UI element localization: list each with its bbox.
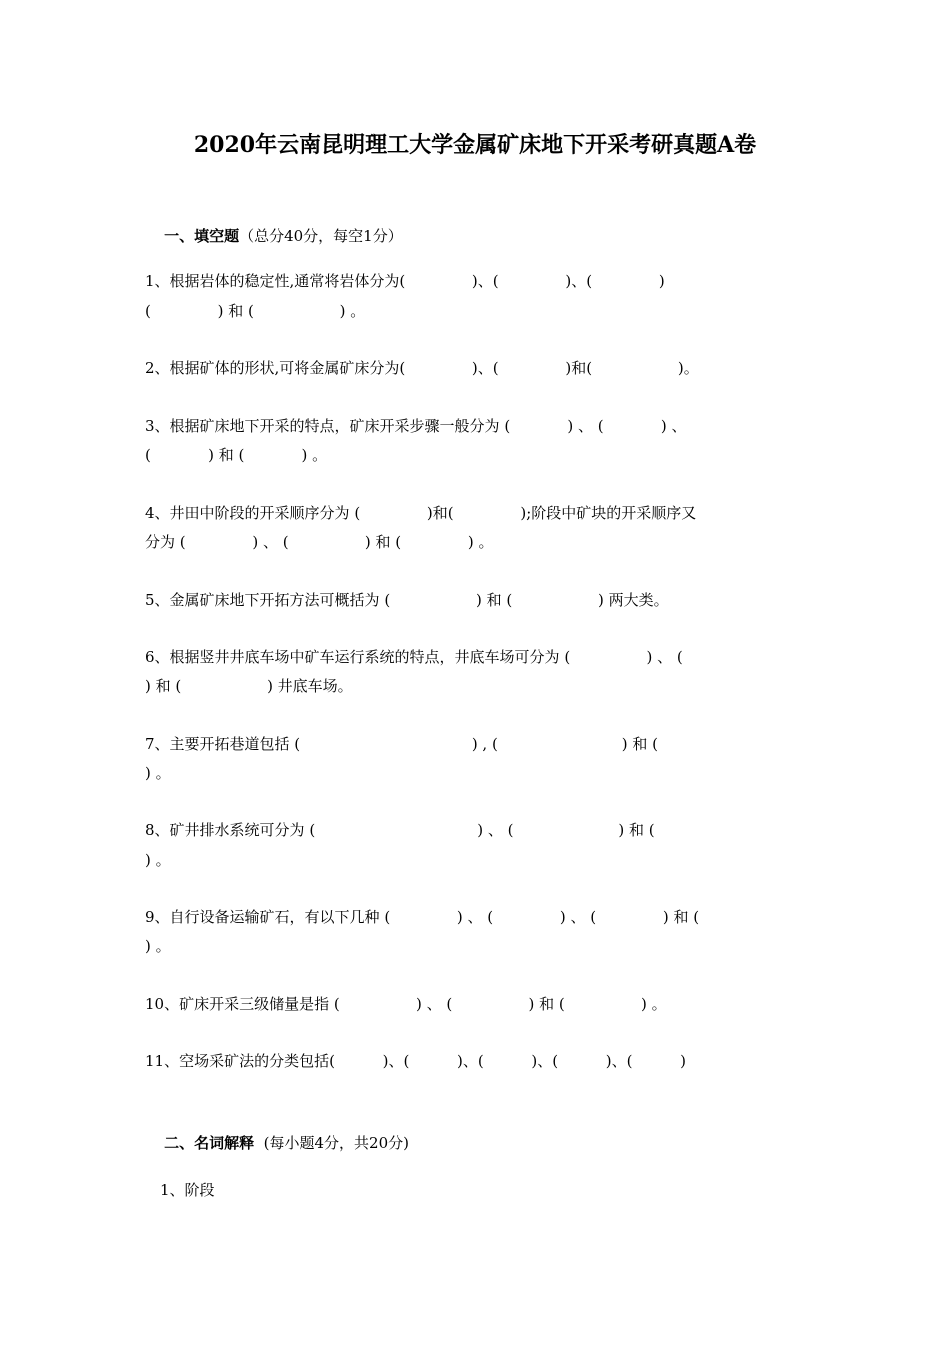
section-heading-label: 一、填空题 <box>164 227 240 245</box>
question-6-line-2: ) 和 ( ) 井底车场。 <box>145 677 353 695</box>
term-1: 1、阶段 <box>160 1181 215 1199</box>
question-4-line-2: 分为 ( ) 、 ( ) 和 ( ) 。 <box>145 533 494 551</box>
question-7-line-1: 7、主要开拓巷道包括 ( ) , ( ) 和 ( <box>145 735 659 753</box>
question-2-line-1: 2、根据矿体的形状,可将金属矿床分为( )、( )和( )。 <box>145 359 699 377</box>
question-10-line-1: 10、矿床开采三级储量是指 ( ) 、 ( ) 和 ( ) 。 <box>145 995 667 1013</box>
section-heading-label: 二、名词解释 <box>164 1134 255 1152</box>
question-3-line-1: 3、根据矿床地下开采的特点，矿床开采步骤一般分为 ( ) 、 ( ) 、 <box>145 417 687 435</box>
question-11-line-1: 11、空场采矿法的分类包括( )、( )、( )、( )、( ) <box>145 1052 687 1070</box>
question-5-line-1: 5、金属矿床地下开拓方法可概括为 ( ) 和 ( ) 两大类。 <box>145 591 669 609</box>
question-1-line-2: ( ) 和 ( ) 。 <box>145 302 366 320</box>
question-8-line-1: 8、矿井排水系统可分为 ( ) 、 ( ) 和 ( <box>145 821 655 839</box>
question-1-line-1: 1、根据岩体的稳定性,通常将岩体分为( )、( )、( ) <box>145 272 665 290</box>
question-3-line-2: ( ) 和 ( ) 。 <box>145 446 328 464</box>
section-heading-note: (每小题4分，共20分) <box>254 1134 409 1152</box>
question-7-line-2: ) 。 <box>145 764 171 782</box>
section-heading-note: （总分40分，每空1分） <box>239 227 403 245</box>
section-heading-fill-blank <box>145 207 403 264</box>
section-heading-definitions <box>145 1114 409 1171</box>
page-title: 2020年云南昆明理工大学金属矿床地下开采考研真题A卷 <box>193 132 757 158</box>
question-6-line-1: 6、根据竖井井底车场中矿车运行系统的特点，井底车场可分为 ( ) 、 ( <box>145 648 683 666</box>
question-8-line-2: ) 。 <box>145 851 171 869</box>
question-9-line-1: 9、自行设备运输矿石，有以下几种 ( ) 、 ( ) 、 ( ) 和 ( <box>145 908 700 926</box>
question-9-line-2: ) 。 <box>145 937 171 955</box>
question-4-line-1: 4、井田中阶段的开采顺序分为 ( )和( );阶段中矿块的开采顺序又 <box>145 504 697 522</box>
